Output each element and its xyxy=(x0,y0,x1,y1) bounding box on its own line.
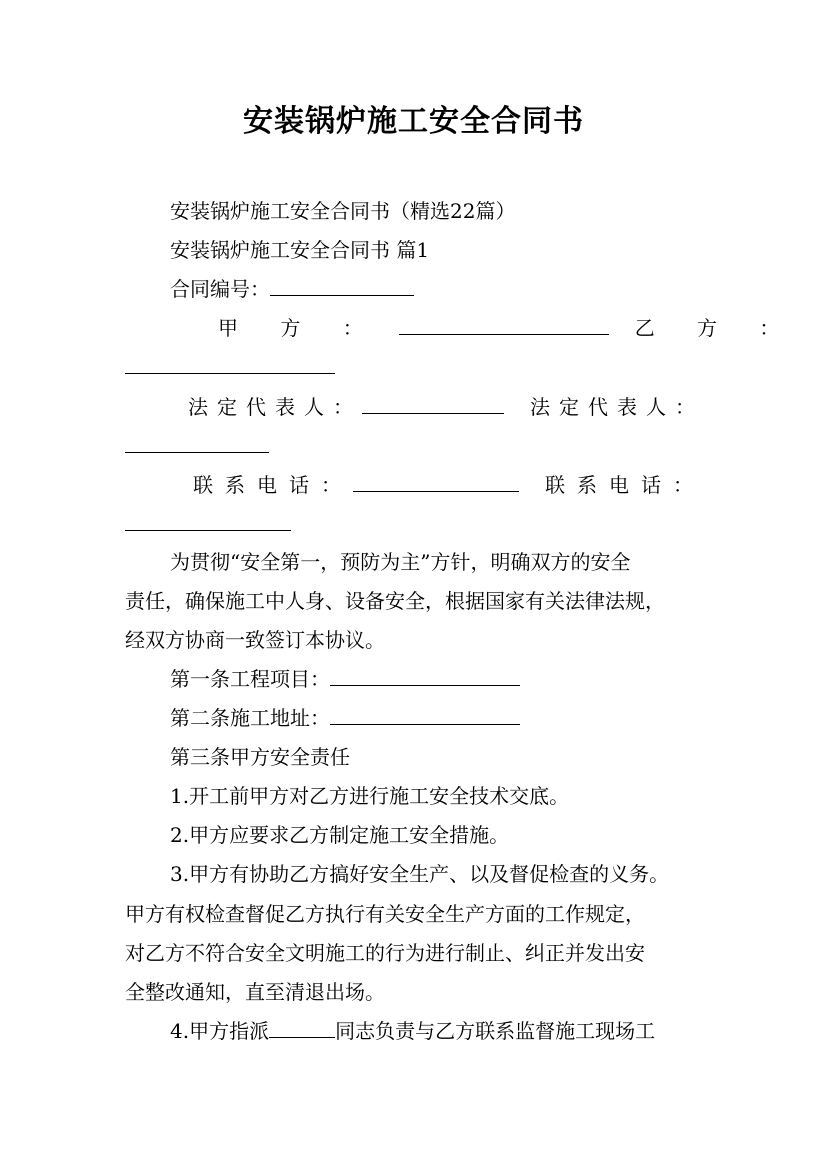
document-subtitle: 安装锅炉施工安全合同书（精选22篇） xyxy=(170,199,516,223)
item-3-line-2: 甲方有权检查督促乙方执行有关安全生产方面的工作规定， xyxy=(125,902,645,926)
phone-row xyxy=(193,470,705,500)
item-3-line-4: 全整改通知，直至清退出场。 xyxy=(125,980,385,1004)
legal-rep-b-blank-row xyxy=(125,431,269,461)
document-title: 安装锅炉施工安全合同书 xyxy=(243,104,584,139)
phone-b-blank-row xyxy=(125,509,291,539)
article-3-heading: 第三条甲方安全责任 xyxy=(170,745,350,769)
contract-number-row xyxy=(170,274,414,304)
party-a-label: 甲 方 ： xyxy=(218,316,381,340)
item-3-line-1: 3.甲方有协助乙方搞好安全生产、以及督促检查的义务。 xyxy=(170,862,670,886)
article-2-blank xyxy=(330,704,520,725)
contract-number-blank xyxy=(270,275,414,296)
article-1-blank xyxy=(330,665,520,686)
item-4-prefix: 4.甲方指派 xyxy=(170,1019,270,1043)
item-1: 1.开工前甲方对乙方进行施工安全技术交底。 xyxy=(170,784,570,808)
legal-rep-a-blank xyxy=(362,393,504,414)
party-row xyxy=(218,313,798,343)
intro-line-1: 为贯彻“安全第一，预防为主”方针，明确双方的安全 xyxy=(170,550,631,574)
contract-number-label: 合同编号： xyxy=(170,277,270,301)
phone-b-blank xyxy=(125,510,291,531)
phone-a-label: 联系电话： xyxy=(193,473,353,497)
legal-rep-b-blank xyxy=(125,432,269,453)
item-2: 2.甲方应要求乙方制定施工安全措施。 xyxy=(170,823,510,847)
article-1-label: 第一条工程项目： xyxy=(170,667,330,691)
article-1-row xyxy=(170,664,520,694)
intro-line-2: 责任，确保施工中人身、设备安全，根据国家有关法律法规， xyxy=(125,589,665,613)
legal-rep-row xyxy=(188,392,704,422)
phone-a-blank xyxy=(353,471,519,492)
item-3-line-3: 对乙方不符合安全文明施工的行为进行制止、纠正并发出安 xyxy=(125,941,645,965)
party-a-blank xyxy=(399,314,609,335)
phone-b-label: 联系电话： xyxy=(545,473,705,497)
party-b-label: 乙 方 ： xyxy=(634,316,798,340)
party-b-blank xyxy=(125,353,335,374)
legal-rep-a-label: 法定代表人： xyxy=(188,395,362,419)
section-heading: 安装锅炉施工安全合同书 篇1 xyxy=(170,238,430,262)
item-4-suffix: 同志负责与乙方联系监督施工现场工 xyxy=(335,1019,656,1043)
legal-rep-b-label: 法定代表人： xyxy=(530,395,704,419)
item-4-row xyxy=(170,1016,655,1046)
item-4-blank xyxy=(269,1017,335,1038)
article-2-row xyxy=(170,703,520,733)
intro-line-3: 经双方协商一致签订本协议。 xyxy=(125,628,385,652)
article-2-label: 第二条施工地址： xyxy=(170,706,330,730)
party-b-blank-row xyxy=(125,352,335,382)
